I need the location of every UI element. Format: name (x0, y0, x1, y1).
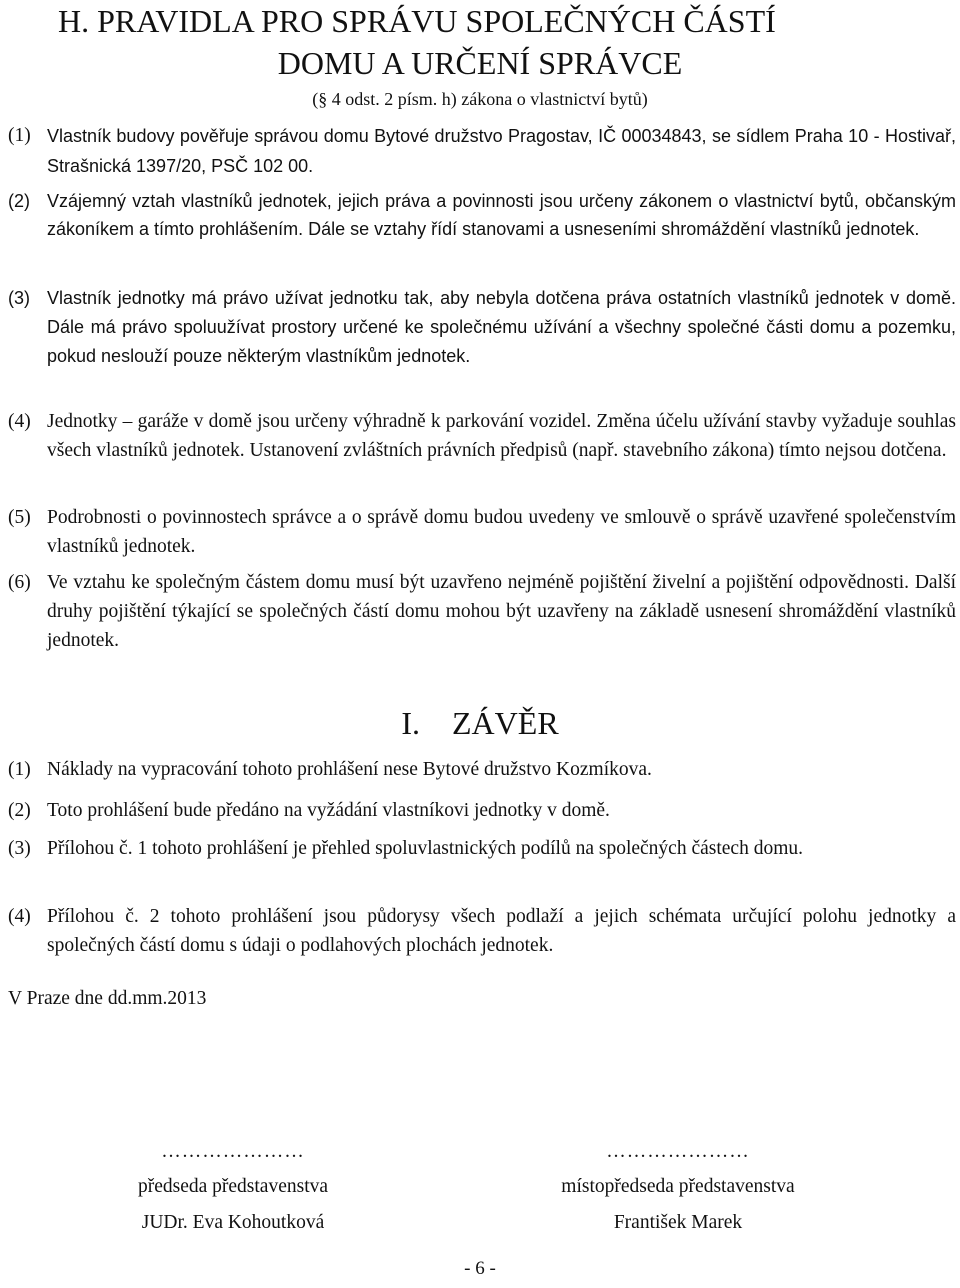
section-h-paragraph-5 (8, 503, 956, 561)
section-h-heading-line1: H. PRAVIDLA PRO SPRÁVU SPOLEČNÝCH ČÁSTÍ (58, 3, 776, 39)
section-i-letter: I. (401, 705, 420, 741)
signatory-role: předseda představenstva (137, 1176, 329, 1197)
paragraph-text: Ve vztahu ke společným částem domu musí být uzavřeno nejméně pojištění živelní a pojištění odpovědnosti. Další druhy pojištění týkající se společných částí domu mohou být uzavřeny na základě usnesení shromáždění vlastníků jednotek. (47, 572, 956, 651)
section-i-paragraph-3 (8, 834, 956, 863)
section-h-paragraph-3 (8, 284, 956, 371)
page-number: - 6 - (464, 1258, 496, 1279)
signatory-role: místopředseda představenstva (561, 1176, 795, 1197)
paragraph-number: (6) (8, 572, 31, 593)
paragraph-number: (3) (8, 838, 31, 859)
paragraph-text: Jednotky – garáže v domě jsou určeny výhradně k parkování vozidel. Změna účelu užívání stavby vyžaduje souhlas všech vlastníků jednotek. Ustanovení zvláštních právních předpisů (např. stavebního zákona) tímto nejsou dotčena. (47, 411, 956, 461)
section-h-paragraph-2 (8, 187, 956, 243)
section-i-paragraph-2 (8, 796, 956, 825)
signature-line: ………………… (161, 1141, 305, 1162)
section-i-heading (0, 704, 960, 742)
paragraph-number: (4) (8, 411, 31, 432)
section-h-subtitle: (§ 4 odst. 2 písm. h) zákona o vlastnictví bytů) (312, 89, 648, 109)
signature-block-vice-chairman (518, 1141, 838, 1233)
paragraph-number: (1) (8, 759, 31, 780)
paragraph-number: (2) (8, 800, 31, 821)
section-i-paragraph-4 (8, 902, 956, 960)
signature-block-chairman (73, 1141, 393, 1233)
paragraph-text: Vlastník jednotky má právo užívat jednotku tak, aby nebyla dotčena práva ostatních vlastníků jednotek v domě. Dále má právo spoluužívat prostory určené ke společnému užívání a všechny společné části domu a pozemku, pokud neslouží pouze některým vlastníkům jednotek. (47, 288, 956, 366)
paragraph-number: (5) (8, 507, 31, 528)
section-h-heading-line2: DOMU A URČENÍ SPRÁVCE (277, 45, 683, 81)
section-h-paragraph-4 (8, 407, 956, 465)
paragraph-text: Toto prohlášení bude předáno na vyžádání vlastníkovi jednotky v domě. (47, 800, 610, 821)
section-i-paragraph-1 (8, 755, 956, 784)
paragraph-text: Podrobnosti o povinnostech správce a o správě domu budou uvedeny ve smlouvě o správě uzavřené společenstvím vlastníků jednotek. (47, 507, 956, 557)
paragraph-text: Vzájemný vztah vlastníků jednotek, jejich práva a povinnosti jsou určeny zákonem o vlastnictví bytů, občanským zákoníkem a tímto prohlášením. Dále se vztahy řídí stanovami a usneseními shromáždění vlastníků jednotek. (47, 191, 956, 239)
paragraph-text: Vlastník budovy pověřuje správou domu Bytové družstvo Pragostav, IČ 00034843, se sídlem Praha 10 - Hostivař, Strašnická 1397/20, PSČ 102 00. (47, 126, 956, 176)
section-h-paragraph-1 (8, 121, 956, 181)
paragraph-number: (3) (8, 288, 30, 308)
paragraph-number: (2) (8, 191, 30, 211)
signatory-name: František Marek (613, 1212, 743, 1233)
signature-line: ………………… (606, 1141, 750, 1162)
paragraph-number: (4) (8, 906, 31, 927)
paragraph-text: Náklady na vypracování tohoto prohlášení nese Bytové družstvo Kozmíkova. (47, 759, 652, 780)
paragraph-text: Přílohou č. 1 tohoto prohlášení je přehled spoluvlastnických podílů na společných částech domu. (47, 838, 804, 859)
section-h-paragraph-6 (8, 568, 956, 655)
paragraph-number: (1) (8, 125, 31, 146)
signatory-name: JUDr. Eva Kohoutková (141, 1212, 325, 1233)
section-i-title: ZÁVĚR (452, 705, 559, 741)
place-date-line: V Praze dne dd.mm.2013 (8, 988, 207, 1009)
paragraph-text: Přílohou č. 2 tohoto prohlášení jsou půdorysy všech podlaží a jejich schémata určující polohu jednotky a společných částí domu s údaji o podlahových plochách jednotek. (47, 906, 956, 956)
